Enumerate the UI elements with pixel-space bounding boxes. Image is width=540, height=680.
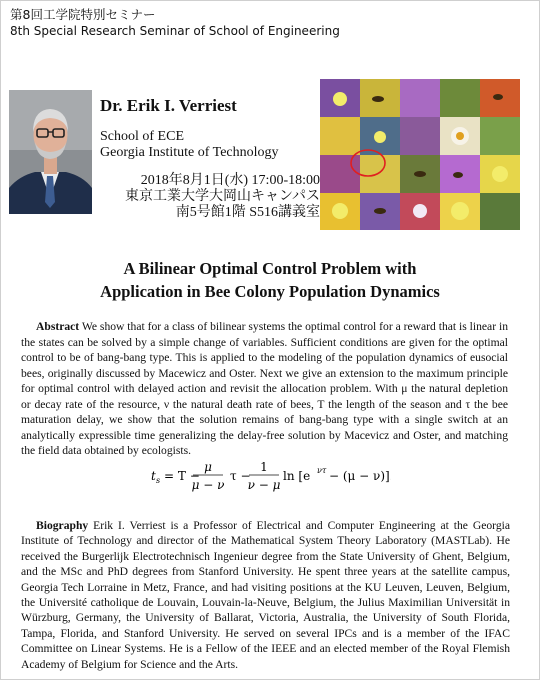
talk-title (1, 257, 539, 303)
speaker-photo (9, 90, 92, 214)
abstract-text: We show that for a class of bilinear systems the optimal control for a reward that is linear in the states can be solved by a simple change of variables. Sufficient conditions are given for the optimal control to be of bang-bang type. This is applied to the modeling of the population dynamics of eusocial bees, originally discussed by Macewicz and Oster. Next we give an extension to the maximum principle for optimal control with delayed action and revisit the allocation problem. With μ the natural depletion or decay rate of the resource, ν the natural death rate of bees, T the length of the season and τ the bee maturation delay, we show that the solution remains of bang-bang type with a single switch at an analytically expressible time generalizing the delay-free solution by Macevicz and Oster, and matching the field data obtained by ecologists. (21, 320, 508, 457)
abstract-paragraph (21, 319, 508, 459)
talk-title-line1: A Bilinear Optimal Control Problem with (123, 259, 417, 278)
formula-log: ln [e (283, 469, 311, 483)
event-room: 南5号館1階 S516講義室 (175, 205, 320, 220)
switch-time-formula (151, 459, 391, 493)
seminar-series-jp: 第8回工学院特別セミナー (10, 7, 156, 22)
speaker-name: Dr. Erik I. Verriest (100, 96, 237, 115)
biography-text: Erik I. Verriest is a Professor of Electrical and Computer Engineering at the Georgia Institute of Technology and director of the Mathematical System Theory Laboratory (MASTLab). He received the Burgerlijk Electrotechnisch Ingenieur degree from the State University of Ghent, Belgium, and the MSc and PhD degrees from Stanford University. He spent three years at the satellite campus, Georgia Tech Lorraine in Metz, France, and had visiting positions at the KU Leuven, Leuven, Belgium, the Université catholique de Louvain, Louvain-la-Neuve, Belgium, the Julius Maximilian Universität in Würzburg, Germany, the University of Ballarat, Victoria, Australia, the University of South Florida, Tampa, Florida, and Stanford University. He served on several IPCs and is a member of the IFAC Committee on Linear Systems. He is a Fellow of the IEEE and an elected member of the Royal Flemish Academy of Belgium for Science and the Arts. (21, 519, 510, 671)
speaker-institution: Georgia Institute of Technology (100, 145, 279, 160)
biography-paragraph (21, 518, 510, 672)
event-datetime: 2018年8月1日(水) 17:00-18:00 (140, 173, 320, 188)
seminar-series-en: 8th Special Research Seminar of School of Engineering (10, 24, 340, 38)
speaker-info (100, 95, 318, 161)
bee-flower-collage (320, 79, 520, 230)
formula-lhs: t (151, 469, 156, 483)
formula-eq: = T − (164, 469, 200, 483)
formula-frac2-num: 1 (260, 460, 268, 474)
formula-exp: ντ (317, 466, 327, 475)
speaker-school: School of ECE (100, 129, 184, 144)
biography-heading: Biography (36, 519, 89, 532)
formula-frac2-den: ν − μ (247, 478, 281, 492)
formula-lhs-sub: s (156, 476, 161, 485)
formula-tail: − (μ − ν)]. (329, 469, 391, 483)
seminar-header (10, 7, 340, 40)
formula-tau: τ − (230, 469, 251, 483)
event-venue: 東京工業大学大岡山キャンパス (124, 189, 320, 204)
event-details (100, 173, 320, 221)
formula-frac1-num: μ (204, 460, 212, 474)
abstract-heading: Abstract (36, 320, 80, 333)
talk-title-line2: Application in Bee Colony Population Dynamics (100, 282, 440, 301)
speaker-affiliation (100, 129, 318, 161)
formula-frac1-den: μ − ν (191, 478, 225, 492)
